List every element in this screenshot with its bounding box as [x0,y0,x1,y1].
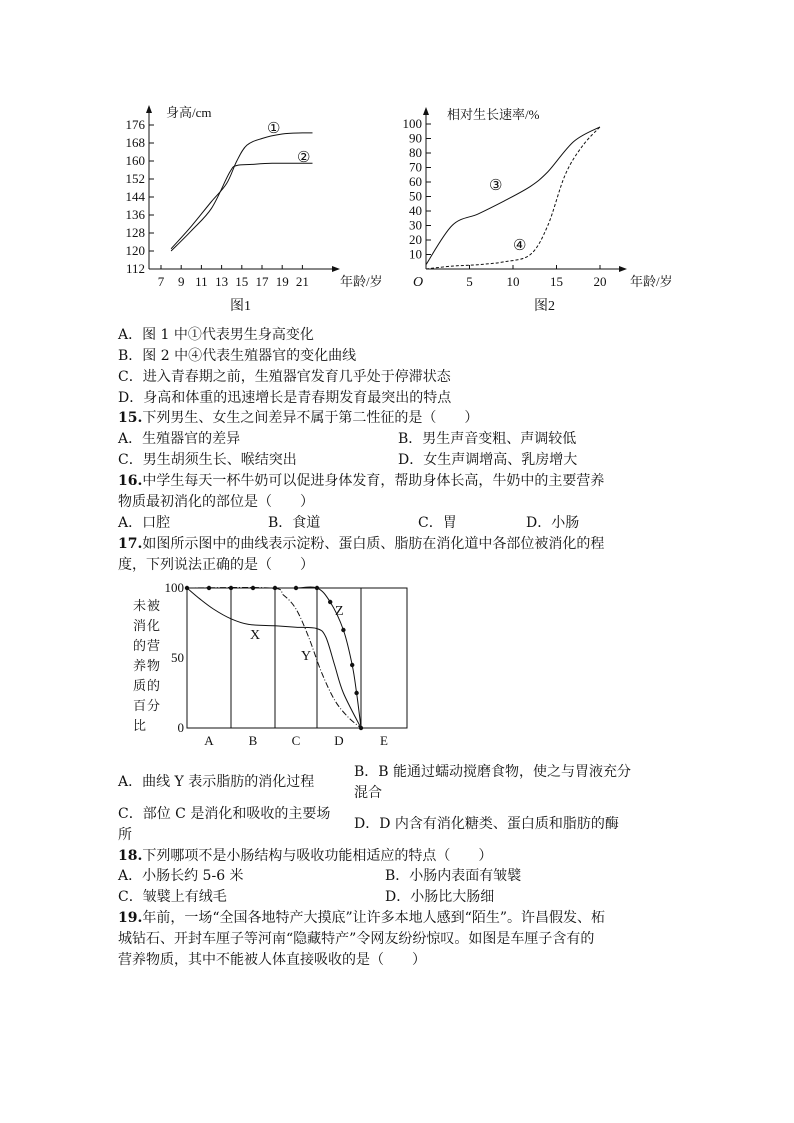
q15-option-b: B．男生声音变粗、声调较低 [398,431,577,447]
q17-option-a: A．曲线 Y 表示脂肪的消化过程 [118,774,315,790]
fig3-y-axis-label [133,598,160,733]
fig3-y-tick-label: 50 [171,650,184,665]
fig3-y-label-char: 的 [147,678,161,693]
fig3-series-z-dot [350,663,354,667]
fig3-series-z-dot [229,586,233,590]
figure-1-height-chart [126,105,383,314]
q16-option-b: B．食道 [268,515,321,531]
q14-option-b: B．图 2 中④代表生殖器官的变化曲线 [118,348,357,364]
q16-option-c: C．胃 [418,515,457,531]
fig3-x-tick-label: A [204,733,214,748]
fig3-series-label: Z [335,604,344,619]
fig3-x-tick-label: D [334,733,344,748]
fig3-series-z-dot [207,586,211,590]
fig3-x-tick-label: B [248,733,258,748]
fig3-y-label-char: 分 [147,698,161,713]
fig1-x-tick-label: 15 [235,274,249,289]
q17-number: 17. [118,536,143,552]
q19-number: 19. [118,910,143,926]
fig3-y-label-char: 被 [147,598,161,613]
q15-option-c: C．男生胡须生长、喉结突出 [118,452,297,468]
fig2-y-tick-label: 60 [409,174,422,189]
fig2-y-tick-label: 80 [409,145,422,160]
q18-option-c: C．皱襞上有绒毛 [118,889,227,905]
q15-option-d: D．女生声调增高、乳房增大 [398,452,578,468]
q17-option-d: D．D 内含有消化糖类、蛋白质和脂肪的酶 [354,816,619,832]
fig1-y-tick-label: 112 [125,261,145,276]
fig1-x-tick-label: 13 [215,274,229,289]
fig3-series-z-dot [328,600,332,604]
fig3-series-z-dot [294,586,298,590]
q14-option-a: A．图 1 中①代表男生身高变化 [118,327,314,343]
q17-stem-line-2: 度，下列说法正确的是（ ） [118,557,314,573]
q18-option-a: A．小肠长约 5-6 米 [118,868,244,884]
fig3-y-label-char: 的 [133,638,147,653]
fig3-x-tick-label: C [291,733,301,748]
figure-3-digestion-chart [115,582,415,754]
fig2-y-tick-label: 90 [409,130,422,146]
fig3-series-z-dot [341,628,345,632]
fig1-series-label: ② [297,150,311,166]
q16-stem-line-1 [118,471,604,491]
fig1-y-tick-label: 128 [125,225,145,240]
fig3-y-label-char: 未 [133,598,147,613]
fig2-y-tick-label: 10 [409,246,422,262]
q17-option-c-line-2: 所 [118,827,132,843]
q16-stem-line-2: 物质最初消化的部位是（ ） [118,494,314,510]
q16-stem-1: 中学生每天一杯牛奶可以促进身体发育，帮助身体长高，牛奶中的主要营养 [142,473,605,489]
fig3-series-label: Y [301,649,312,664]
fig3-series-z-dot [315,586,319,590]
fig1-y-tick-label: 168 [125,135,145,150]
fig1-x-tick-label: 9 [177,274,185,289]
fig2-caption: 图2 [534,299,555,314]
q16-number: 16. [118,473,143,489]
fig1-x-tick-label: 7 [157,274,165,289]
fig2-series-label: ④ [513,238,527,254]
fig2-origin-label: O [413,275,424,290]
q17-option-b-line-2: 混合 [354,785,382,801]
q16-option-a: A．口腔 [118,515,171,531]
q14-option-c: C．进入青春期之前，生殖器官发育几乎处于停滞状态 [118,369,451,385]
fig2-x-tick-label: 5 [466,274,473,289]
q18-number: 18. [118,848,143,864]
fig2-y-tick-label: 50 [409,188,422,204]
fig2-y-tick-label: 20 [409,232,422,247]
fig3-y-label-char: 比 [133,718,147,733]
fig1-x-tick-label: 17 [255,274,269,289]
q17-option-b-line-1: B．B 能通过蠕动搅磨食物，使之与胃液充分 [354,764,632,780]
fig1-series-line [171,133,312,249]
fig3-series-label: X [250,628,261,643]
fig2-y-tick-label: 100 [402,116,422,131]
fig3-series-z-dot [185,586,189,590]
fig3-y-label-char: 养 [133,658,147,673]
fig1-x-axis-label: 年龄/岁 [340,274,383,289]
fig3-y-label-char: 营 [147,638,161,653]
fig1-y-tick-label: 160 [125,153,145,168]
fig3-series-z-dot [354,691,358,695]
fig3-y-label-char: 化 [147,618,161,633]
q17-option-c-line-1: C．部位 C 是消化和吸收的主要场 [118,806,331,822]
fig1-y-axis-label: 身高/cm [166,105,212,120]
fig1-caption: 图1 [230,299,251,314]
q18-option-b: B．小肠内表面有皱襞 [385,868,522,884]
fig1-x-tick-label: 21 [295,274,309,289]
q16-option-d: D．小肠 [526,515,580,531]
q18-option-d: D．小肠比大肠细 [385,889,495,905]
q14-option-d: D．身高和体重的迅速增长是青春期发育最突出的特点 [118,390,452,406]
q19-text-1: 年前，一场“全国各地特产大摸底”让许多本地人感到“陌生”。许昌假发、柘 [142,910,605,926]
fig2-y-tick-label: 40 [409,203,422,218]
q19-line-2: 城钻石、开封车厘子等河南“隐藏特产”令网友纷纷惊叹。如图是车厘子含有的 [118,931,595,947]
fig3-y-tick-label: 0 [177,720,184,735]
fig1-x-tick-label: 11 [195,274,208,289]
fig3-y-label-char: 消 [133,618,147,633]
q15-number: 15. [118,410,143,426]
q17-stem-1: 如图所示图中的曲线表示淀粉、蛋白质、脂肪在消化道中各部位被消化的程 [142,536,605,552]
fig1-y-tick-label: 144 [125,189,145,204]
fig2-x-tick-label: 10 [506,274,520,289]
fig2-y-axis-label: 相对生长速率/% [447,107,540,122]
fig3-series-z-dot [359,726,363,730]
fig2-x-tick-label: 15 [550,274,563,289]
q18-stem: 下列哪项不是小肠结构与吸收功能相适应的特点（ ） [142,848,493,864]
fig1-series-label: ① [267,121,281,137]
fig3-y-tick-label: 100 [164,582,184,595]
growth-figures [110,98,710,320]
fig3-series-z-dot [251,586,255,590]
fig1-y-tick-label: 176 [125,117,145,132]
fig2-x-axis-label: 年龄/岁 [630,274,673,289]
fig2-x-tick-label: 20 [593,274,607,289]
fig2-series-label: ③ [489,178,503,194]
fig1-y-tick-label: 152 [125,171,145,186]
fig3-series-z-dot [273,586,277,590]
q17-stem-line-1 [118,534,604,554]
fig1-y-tick-label: 120 [125,243,145,258]
fig3-y-label-char: 物 [147,658,161,673]
fig2-y-tick-label: 30 [409,217,422,233]
q19-line-1 [118,908,605,928]
fig1-series-line [171,163,312,251]
q15-option-a: A．生殖器官的差异 [118,431,241,447]
fig3-y-label-char: 百 [133,698,147,713]
q19-line-3: 营养物质，其中不能被人体直接吸收的是（ ） [118,952,426,968]
fig1-y-tick-label: 136 [125,207,145,222]
figure-2-growth-rate-chart [403,107,673,314]
q18-stem-line [118,846,492,866]
q15-stem: 下列男生、女生之间差异不属于第二性征的是（ ） [142,410,479,426]
fig3-y-label-char: 质 [133,678,147,693]
fig2-y-tick-label: 70 [409,159,422,175]
fig1-x-tick-label: 19 [275,274,289,289]
fig3-x-tick-label: E [380,733,388,748]
q15-stem-line [118,408,478,428]
